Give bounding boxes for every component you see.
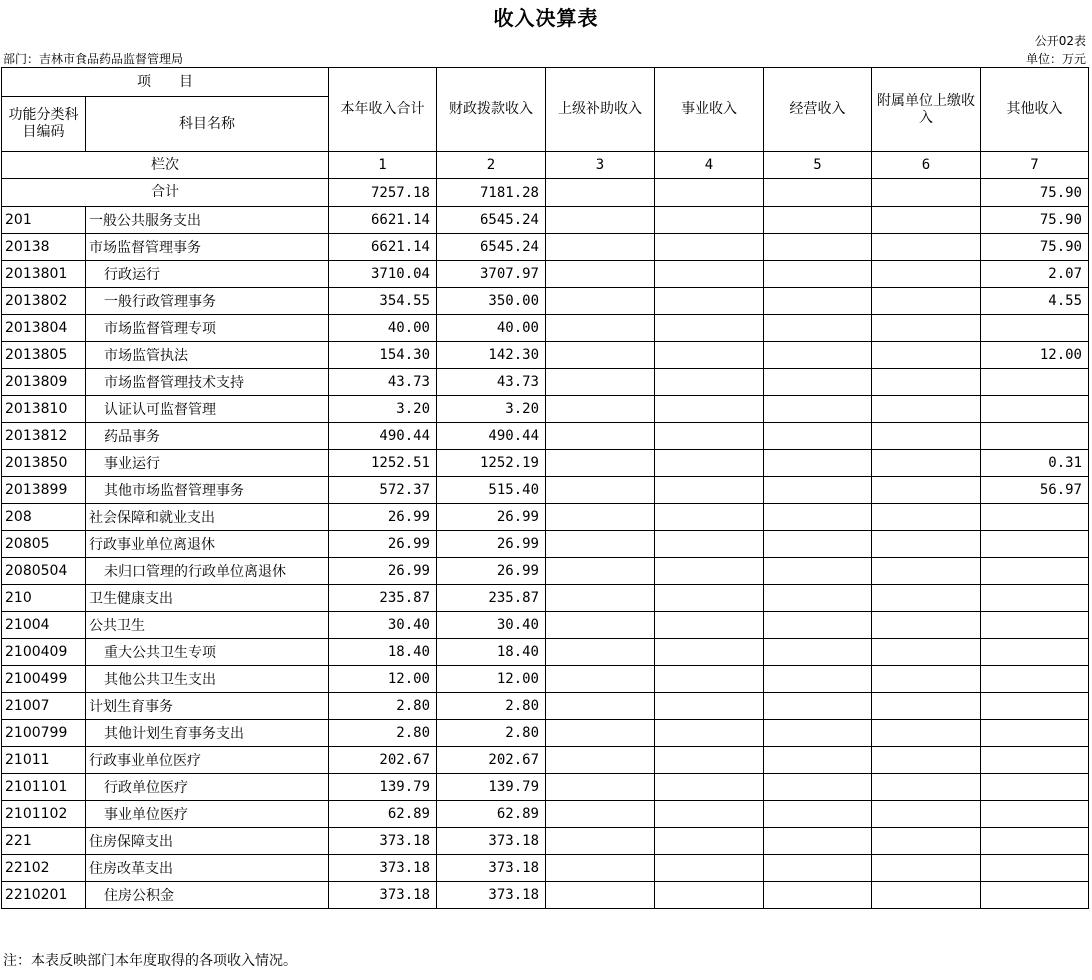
row-affiliated xyxy=(872,774,981,801)
row-other xyxy=(981,828,1089,855)
row-other: 12.00 xyxy=(981,342,1089,369)
row-other xyxy=(981,315,1089,342)
row-code: 2013810 xyxy=(2,396,86,423)
row-superior xyxy=(546,369,655,396)
row-superior xyxy=(546,531,655,558)
row-total: 43.73 xyxy=(329,369,437,396)
col-num: 6 xyxy=(872,152,981,179)
row-name: 行政运行 xyxy=(86,261,329,288)
header-superior: 上级补助收入 xyxy=(546,68,655,152)
row-superior xyxy=(546,747,655,774)
row-operating xyxy=(764,477,872,504)
row-affiliated xyxy=(872,315,981,342)
row-operating xyxy=(764,531,872,558)
row-affiliated xyxy=(872,342,981,369)
table-row xyxy=(2,882,1089,909)
row-affiliated xyxy=(872,234,981,261)
row-total: 40.00 xyxy=(329,315,437,342)
table-row xyxy=(2,477,1089,504)
row-other: 56.97 xyxy=(981,477,1089,504)
row-operating xyxy=(764,207,872,234)
row-name: 住房公积金 xyxy=(86,882,329,909)
table-row xyxy=(2,585,1089,612)
row-fiscal: 6545.24 xyxy=(437,207,546,234)
row-affiliated xyxy=(872,288,981,315)
row-fiscal: 350.00 xyxy=(437,288,546,315)
row-code: 201 xyxy=(2,207,86,234)
header-business: 事业收入 xyxy=(655,68,764,152)
row-business xyxy=(655,423,764,450)
col-num: 1 xyxy=(329,152,437,179)
row-total: 26.99 xyxy=(329,504,437,531)
total-affiliated xyxy=(872,179,981,207)
row-name: 事业运行 xyxy=(86,450,329,477)
header-affiliated: 附属单位上缴收入 xyxy=(872,68,981,152)
col-num: 5 xyxy=(764,152,872,179)
table-row xyxy=(2,423,1089,450)
table-row xyxy=(2,396,1089,423)
lanci-label: 栏次 xyxy=(2,152,329,179)
row-code: 20805 xyxy=(2,531,86,558)
row-code: 2013809 xyxy=(2,369,86,396)
header-fiscal: 财政拨款收入 xyxy=(437,68,546,152)
row-code: 21007 xyxy=(2,693,86,720)
row-total: 30.40 xyxy=(329,612,437,639)
row-business xyxy=(655,774,764,801)
table-row xyxy=(2,558,1089,585)
row-superior xyxy=(546,720,655,747)
table-row xyxy=(2,207,1089,234)
row-fiscal: 373.18 xyxy=(437,855,546,882)
row-operating xyxy=(764,423,872,450)
row-fiscal: 26.99 xyxy=(437,558,546,585)
row-business xyxy=(655,801,764,828)
row-superior xyxy=(546,585,655,612)
total-label: 合计 xyxy=(2,179,329,207)
row-fiscal: 2.80 xyxy=(437,693,546,720)
column-index-row xyxy=(2,152,1089,179)
row-fiscal: 373.18 xyxy=(437,882,546,909)
table-row xyxy=(2,639,1089,666)
row-other xyxy=(981,747,1089,774)
row-business xyxy=(655,855,764,882)
row-code: 2101102 xyxy=(2,801,86,828)
row-fiscal: 26.99 xyxy=(437,504,546,531)
table-row xyxy=(2,693,1089,720)
row-other xyxy=(981,423,1089,450)
col-num: 2 xyxy=(437,152,546,179)
row-total: 62.89 xyxy=(329,801,437,828)
row-superior xyxy=(546,423,655,450)
row-code: 210 xyxy=(2,585,86,612)
row-name: 市场监督管理事务 xyxy=(86,234,329,261)
row-fiscal: 515.40 xyxy=(437,477,546,504)
table-row xyxy=(2,504,1089,531)
row-affiliated xyxy=(872,207,981,234)
row-name: 计划生育事务 xyxy=(86,693,329,720)
table-row xyxy=(2,342,1089,369)
row-fiscal: 40.00 xyxy=(437,315,546,342)
row-code: 2013801 xyxy=(2,261,86,288)
total-other: 75.90 xyxy=(981,179,1089,207)
row-fiscal: 3707.97 xyxy=(437,261,546,288)
row-affiliated xyxy=(872,828,981,855)
col-num: 3 xyxy=(546,152,655,179)
row-name: 重大公共卫生专项 xyxy=(86,639,329,666)
row-business xyxy=(655,342,764,369)
row-other: 2.07 xyxy=(981,261,1089,288)
row-total: 12.00 xyxy=(329,666,437,693)
row-operating xyxy=(764,882,872,909)
row-operating xyxy=(764,261,872,288)
row-fiscal: 490.44 xyxy=(437,423,546,450)
row-business xyxy=(655,369,764,396)
row-business xyxy=(655,585,764,612)
row-other xyxy=(981,639,1089,666)
row-operating xyxy=(764,720,872,747)
row-name: 其他市场监督管理事务 xyxy=(86,477,329,504)
row-other xyxy=(981,585,1089,612)
header-name: 科目名称 xyxy=(86,97,329,152)
row-name: 社会保障和就业支出 xyxy=(86,504,329,531)
table-row xyxy=(2,774,1089,801)
row-other xyxy=(981,504,1089,531)
row-business xyxy=(655,450,764,477)
income-table xyxy=(1,67,1089,909)
row-code: 2013899 xyxy=(2,477,86,504)
row-business xyxy=(655,477,764,504)
row-other xyxy=(981,774,1089,801)
row-total: 572.37 xyxy=(329,477,437,504)
table-row xyxy=(2,747,1089,774)
row-business xyxy=(655,234,764,261)
table-row xyxy=(2,315,1089,342)
row-code: 2013802 xyxy=(2,288,86,315)
row-fiscal: 202.67 xyxy=(437,747,546,774)
row-total: 2.80 xyxy=(329,693,437,720)
row-business xyxy=(655,207,764,234)
col-num: 4 xyxy=(655,152,764,179)
table-row xyxy=(2,855,1089,882)
total-row xyxy=(2,179,1089,207)
row-fiscal: 1252.19 xyxy=(437,450,546,477)
row-superior xyxy=(546,639,655,666)
row-code: 2100799 xyxy=(2,720,86,747)
row-business xyxy=(655,720,764,747)
row-name: 市场监督管理技术支持 xyxy=(86,369,329,396)
row-code: 21004 xyxy=(2,612,86,639)
row-total: 26.99 xyxy=(329,558,437,585)
row-superior xyxy=(546,261,655,288)
row-total: 26.99 xyxy=(329,531,437,558)
row-other xyxy=(981,855,1089,882)
row-fiscal: 26.99 xyxy=(437,531,546,558)
row-code: 2100409 xyxy=(2,639,86,666)
row-operating xyxy=(764,801,872,828)
row-superior xyxy=(546,450,655,477)
row-fiscal: 3.20 xyxy=(437,396,546,423)
row-business xyxy=(655,693,764,720)
row-total: 235.87 xyxy=(329,585,437,612)
row-affiliated xyxy=(872,720,981,747)
col-num: 7 xyxy=(981,152,1089,179)
row-operating xyxy=(764,558,872,585)
row-superior xyxy=(546,207,655,234)
table-row xyxy=(2,612,1089,639)
row-total: 2.80 xyxy=(329,720,437,747)
header-row-1 xyxy=(2,68,1089,97)
row-affiliated xyxy=(872,612,981,639)
row-other xyxy=(981,882,1089,909)
table-row xyxy=(2,450,1089,477)
table-row xyxy=(2,801,1089,828)
row-total: 139.79 xyxy=(329,774,437,801)
row-name: 认证认可监督管理 xyxy=(86,396,329,423)
row-affiliated xyxy=(872,558,981,585)
row-business xyxy=(655,288,764,315)
row-superior xyxy=(546,288,655,315)
row-superior xyxy=(546,315,655,342)
row-code: 2080504 xyxy=(2,558,86,585)
row-name: 行政单位医疗 xyxy=(86,774,329,801)
row-other xyxy=(981,693,1089,720)
row-superior xyxy=(546,801,655,828)
row-operating xyxy=(764,369,872,396)
row-business xyxy=(655,612,764,639)
row-other xyxy=(981,531,1089,558)
header-other: 其他收入 xyxy=(981,68,1089,152)
table-row xyxy=(2,720,1089,747)
row-operating xyxy=(764,396,872,423)
row-code: 2013850 xyxy=(2,450,86,477)
row-affiliated xyxy=(872,639,981,666)
row-total: 373.18 xyxy=(329,828,437,855)
row-superior xyxy=(546,612,655,639)
header-item: 项 目 xyxy=(2,68,329,97)
row-name: 药品事务 xyxy=(86,423,329,450)
row-affiliated xyxy=(872,396,981,423)
total-operating xyxy=(764,179,872,207)
row-total: 154.30 xyxy=(329,342,437,369)
row-affiliated xyxy=(872,261,981,288)
row-code: 2013804 xyxy=(2,315,86,342)
row-other xyxy=(981,558,1089,585)
row-fiscal: 142.30 xyxy=(437,342,546,369)
row-total: 3710.04 xyxy=(329,261,437,288)
report-title: 收入决算表 xyxy=(493,6,599,30)
row-business xyxy=(655,558,764,585)
row-affiliated xyxy=(872,477,981,504)
row-total: 18.40 xyxy=(329,639,437,666)
row-business xyxy=(655,882,764,909)
row-superior xyxy=(546,477,655,504)
row-total: 354.55 xyxy=(329,288,437,315)
row-affiliated xyxy=(872,504,981,531)
row-name: 事业单位医疗 xyxy=(86,801,329,828)
row-superior xyxy=(546,396,655,423)
row-business xyxy=(655,639,764,666)
row-code: 22102 xyxy=(2,855,86,882)
row-name: 一般公共服务支出 xyxy=(86,207,329,234)
row-other xyxy=(981,666,1089,693)
row-other xyxy=(981,801,1089,828)
row-business xyxy=(655,531,764,558)
row-operating xyxy=(764,828,872,855)
row-other: 75.90 xyxy=(981,234,1089,261)
row-fiscal: 139.79 xyxy=(437,774,546,801)
row-business xyxy=(655,261,764,288)
total-sum: 7257.18 xyxy=(329,179,437,207)
row-affiliated xyxy=(872,855,981,882)
row-fiscal: 12.00 xyxy=(437,666,546,693)
row-affiliated xyxy=(872,423,981,450)
row-name: 行政事业单位离退休 xyxy=(86,531,329,558)
row-operating xyxy=(764,342,872,369)
row-other: 0.31 xyxy=(981,450,1089,477)
row-other xyxy=(981,720,1089,747)
row-code: 208 xyxy=(2,504,86,531)
row-fiscal: 235.87 xyxy=(437,585,546,612)
row-total: 3.20 xyxy=(329,396,437,423)
row-name: 行政事业单位医疗 xyxy=(86,747,329,774)
row-business xyxy=(655,396,764,423)
row-other xyxy=(981,612,1089,639)
total-superior xyxy=(546,179,655,207)
row-operating xyxy=(764,585,872,612)
row-code: 221 xyxy=(2,828,86,855)
row-total: 490.44 xyxy=(329,423,437,450)
row-affiliated xyxy=(872,801,981,828)
row-total: 202.67 xyxy=(329,747,437,774)
row-total: 6621.14 xyxy=(329,234,437,261)
row-operating xyxy=(764,855,872,882)
row-code: 2013812 xyxy=(2,423,86,450)
row-code: 2101101 xyxy=(2,774,86,801)
row-affiliated xyxy=(872,882,981,909)
row-operating xyxy=(764,288,872,315)
row-affiliated xyxy=(872,585,981,612)
row-other: 4.55 xyxy=(981,288,1089,315)
header-total: 本年收入合计 xyxy=(329,68,437,152)
row-operating xyxy=(764,504,872,531)
table-row xyxy=(2,828,1089,855)
footnote: 注：本表反映部门本年度取得的各项收入情况。 xyxy=(3,953,297,969)
row-name: 住房保障支出 xyxy=(86,828,329,855)
row-operating xyxy=(764,639,872,666)
row-business xyxy=(655,315,764,342)
row-superior xyxy=(546,774,655,801)
row-total: 373.18 xyxy=(329,882,437,909)
unit-label: 单位：万元 xyxy=(1025,52,1086,66)
row-fiscal: 2.80 xyxy=(437,720,546,747)
row-name: 其他计划生育事务支出 xyxy=(86,720,329,747)
form-number: 公开02表 xyxy=(1034,34,1086,48)
table-row xyxy=(2,531,1089,558)
row-superior xyxy=(546,693,655,720)
row-name: 未归口管理的行政单位离退休 xyxy=(86,558,329,585)
row-affiliated xyxy=(872,531,981,558)
row-fiscal: 43.73 xyxy=(437,369,546,396)
row-other xyxy=(981,396,1089,423)
row-operating xyxy=(764,612,872,639)
row-total: 6621.14 xyxy=(329,207,437,234)
department-label: 部门：吉林市食品药品监督管理局 xyxy=(3,52,184,66)
row-superior xyxy=(546,855,655,882)
row-operating xyxy=(764,315,872,342)
header-code: 功能分类科目编码 xyxy=(2,97,86,152)
row-operating xyxy=(764,747,872,774)
table-row xyxy=(2,261,1089,288)
row-superior xyxy=(546,504,655,531)
row-code: 2210201 xyxy=(2,882,86,909)
row-name: 一般行政管理事务 xyxy=(86,288,329,315)
row-operating xyxy=(764,450,872,477)
row-name: 卫生健康支出 xyxy=(86,585,329,612)
row-fiscal: 30.40 xyxy=(437,612,546,639)
row-affiliated xyxy=(872,693,981,720)
row-fiscal: 62.89 xyxy=(437,801,546,828)
row-affiliated xyxy=(872,747,981,774)
row-superior xyxy=(546,666,655,693)
row-superior xyxy=(546,882,655,909)
row-affiliated xyxy=(872,666,981,693)
total-fiscal: 7181.28 xyxy=(437,179,546,207)
row-business xyxy=(655,747,764,774)
row-superior xyxy=(546,828,655,855)
row-superior xyxy=(546,342,655,369)
row-code: 20138 xyxy=(2,234,86,261)
row-name: 公共卫生 xyxy=(86,612,329,639)
row-total: 373.18 xyxy=(329,855,437,882)
header-operating: 经营收入 xyxy=(764,68,872,152)
table-row xyxy=(2,369,1089,396)
row-name: 住房改革支出 xyxy=(86,855,329,882)
row-business xyxy=(655,666,764,693)
row-name: 市场监督管理专项 xyxy=(86,315,329,342)
row-total: 1252.51 xyxy=(329,450,437,477)
row-fiscal: 6545.24 xyxy=(437,234,546,261)
row-other xyxy=(981,369,1089,396)
table-row xyxy=(2,234,1089,261)
row-business xyxy=(655,504,764,531)
row-operating xyxy=(764,234,872,261)
table-row xyxy=(2,288,1089,315)
row-business xyxy=(655,828,764,855)
total-business xyxy=(655,179,764,207)
row-code: 2100499 xyxy=(2,666,86,693)
table-row xyxy=(2,666,1089,693)
row-name: 其他公共卫生支出 xyxy=(86,666,329,693)
row-other: 75.90 xyxy=(981,207,1089,234)
row-superior xyxy=(546,558,655,585)
row-affiliated xyxy=(872,450,981,477)
row-operating xyxy=(764,666,872,693)
row-superior xyxy=(546,234,655,261)
row-name: 市场监管执法 xyxy=(86,342,329,369)
row-fiscal: 373.18 xyxy=(437,828,546,855)
row-affiliated xyxy=(872,369,981,396)
row-code: 2013805 xyxy=(2,342,86,369)
row-operating xyxy=(764,693,872,720)
row-fiscal: 18.40 xyxy=(437,639,546,666)
row-operating xyxy=(764,774,872,801)
row-code: 21011 xyxy=(2,747,86,774)
